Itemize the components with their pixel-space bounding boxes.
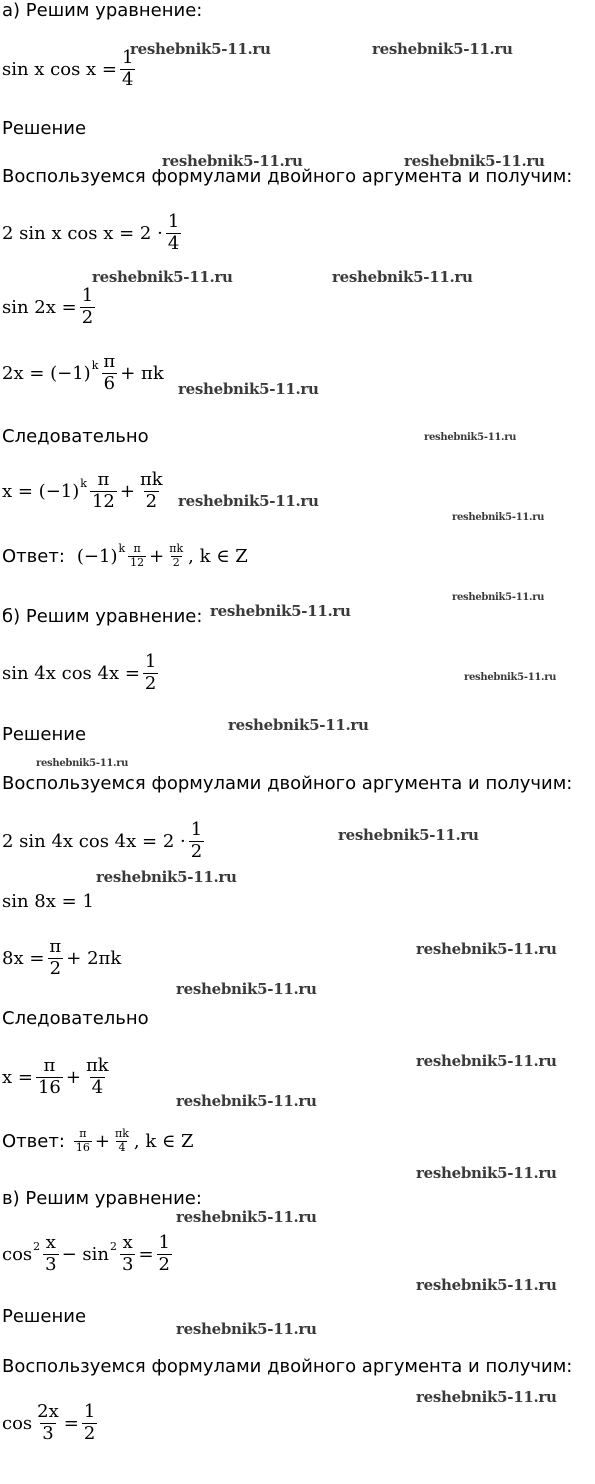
part-b-step1: 2 sin 4x cos 4x = 2 · $\frac{1}{2}$	[2, 819, 203, 862]
fraction: $\frac{\pi k}{4}$	[85, 1055, 109, 1098]
part-a-step2: sin 2x = $\frac{1}{2}$	[2, 285, 94, 328]
part-a-step3: 2x = (−1) k $\frac{\pi}{6}$ + πk	[2, 351, 164, 394]
fraction: $\frac{\pi k}{4}$	[114, 1127, 129, 1154]
watermark: reshebnik5-11.ru	[176, 980, 317, 998]
answer-label: Ответ:	[2, 545, 65, 567]
fraction: $\frac{1}{4}$	[167, 211, 180, 254]
watermark: reshebnik5-11.ru	[404, 152, 545, 170]
watermark: reshebnik5-11.ru	[162, 152, 303, 170]
watermark: reshebnik5-11.ru	[416, 1052, 557, 1070]
watermark: reshebnik5-11.ru	[452, 512, 545, 523]
part-b-step2: sin 8x = 1	[2, 891, 94, 912]
part-b-answer: Ответ: $\frac{\pi}{16}$ + $\frac{\pi k}{4}$ , k ∈ Z	[2, 1127, 194, 1154]
watermark: reshebnik5-11.ru	[424, 432, 517, 443]
watermark: reshebnik5-11.ru	[210, 602, 351, 620]
answer-label: Ответ:	[2, 1130, 65, 1152]
watermark: reshebnik5-11.ru	[416, 940, 557, 958]
part-b-step3: 8x = $\frac{\pi}{2}$ + 2πk	[2, 936, 122, 979]
part-a-answer: Ответ: (−1) k $\frac{\pi}{12}$ + $\frac{\pi k}{2}$ , k ∈ Z	[2, 541, 248, 569]
part-a-consequently: Следовательно	[2, 426, 149, 447]
watermark: reshebnik5-11.ru	[130, 40, 271, 58]
part-a-result: x = (−1) k $\frac{\pi}{12}$ + $\frac{\pi k}{2}$	[2, 469, 163, 512]
part-a-solution-label: Решение	[2, 118, 87, 139]
fraction: $\frac{\pi k}{2}$	[169, 542, 184, 569]
fraction: $\frac{\pi k}{2}$	[139, 469, 163, 512]
watermark: reshebnik5-11.ru	[92, 268, 233, 286]
watermark: reshebnik5-11.ru	[96, 868, 237, 886]
part-b-equation: sin 4x cos 4x = $\frac{1}{2}$	[2, 651, 157, 694]
fraction: $\frac{\pi}{12}$	[130, 542, 145, 569]
part-c-heading: в) Решим уравнение:	[2, 1188, 202, 1209]
fraction: $\frac{\pi}{6}$	[103, 351, 116, 394]
watermark: reshebnik5-11.ru	[452, 592, 545, 603]
part-a-method-text: Воспользуемся формулами двойного аргумента и получим:	[2, 166, 573, 187]
fraction: $\frac{\pi}{12}$	[91, 469, 115, 512]
part-a-equation: sin x cos x = $\frac{1}{4}$	[2, 47, 134, 90]
fraction: $\frac{x}{3}$	[45, 1232, 57, 1275]
part-b-solution-label: Решение	[2, 724, 87, 745]
watermark: reshebnik5-11.ru	[338, 826, 479, 844]
part-c-equation: cos 2 $\frac{x}{3}$ − sin 2 $\frac{x}{3}$ = $\frac{1}{2}$	[2, 1232, 170, 1275]
watermark: reshebnik5-11.ru	[332, 268, 473, 286]
watermark: reshebnik5-11.ru	[178, 492, 319, 510]
fraction: $\frac{1}{4}$	[122, 47, 134, 90]
fraction: $\frac{\pi}{16}$	[75, 1127, 90, 1154]
part-a-step1: 2 sin x cos x = 2 · $\frac{1}{4}$	[2, 211, 180, 254]
part-c-solution-label: Решение	[2, 1306, 87, 1327]
watermark: reshebnik5-11.ru	[178, 380, 319, 398]
watermark: reshebnik5-11.ru	[416, 1388, 557, 1406]
watermark: reshebnik5-11.ru	[372, 40, 513, 58]
part-b-method-text: Воспользуемся формулами двойного аргумента и получим:	[2, 773, 573, 794]
part-b-heading: б) Решим уравнение:	[2, 606, 203, 627]
part-c-step1: cos $\frac{2x}{3}$ = $\frac{1}{2}$	[2, 1401, 96, 1444]
fraction: $\frac{\pi}{2}$	[49, 936, 62, 979]
fraction: $\frac{x}{3}$	[122, 1232, 134, 1275]
part-a-heading: а) Решим уравнение:	[2, 0, 203, 21]
watermark: reshebnik5-11.ru	[416, 1164, 557, 1182]
watermark: reshebnik5-11.ru	[176, 1320, 317, 1338]
part-b-consequently: Следовательно	[2, 1008, 149, 1029]
fraction: $\frac{\pi}{16}$	[37, 1055, 61, 1098]
watermark: reshebnik5-11.ru	[176, 1092, 317, 1110]
watermark: reshebnik5-11.ru	[176, 1208, 317, 1226]
fraction: $\frac{2x}{3}$	[37, 1401, 59, 1444]
fraction: $\frac{1}{2}$	[190, 819, 203, 862]
watermark: reshebnik5-11.ru	[36, 758, 129, 769]
fraction: $\frac{1}{2}$	[158, 1232, 170, 1275]
fraction: $\frac{1}{2}$	[144, 651, 157, 694]
fraction: $\frac{1}{2}$	[83, 1401, 96, 1444]
watermark: reshebnik5-11.ru	[464, 672, 557, 683]
part-b-result: x = $\frac{\pi}{16}$ + $\frac{\pi k}{4}$	[2, 1055, 109, 1098]
part-c-method-text: Воспользуемся формулами двойного аргумента и получим:	[2, 1356, 573, 1377]
watermark: reshebnik5-11.ru	[228, 716, 369, 734]
watermark: reshebnik5-11.ru	[416, 1276, 557, 1294]
fraction: $\frac{1}{2}$	[81, 285, 94, 328]
